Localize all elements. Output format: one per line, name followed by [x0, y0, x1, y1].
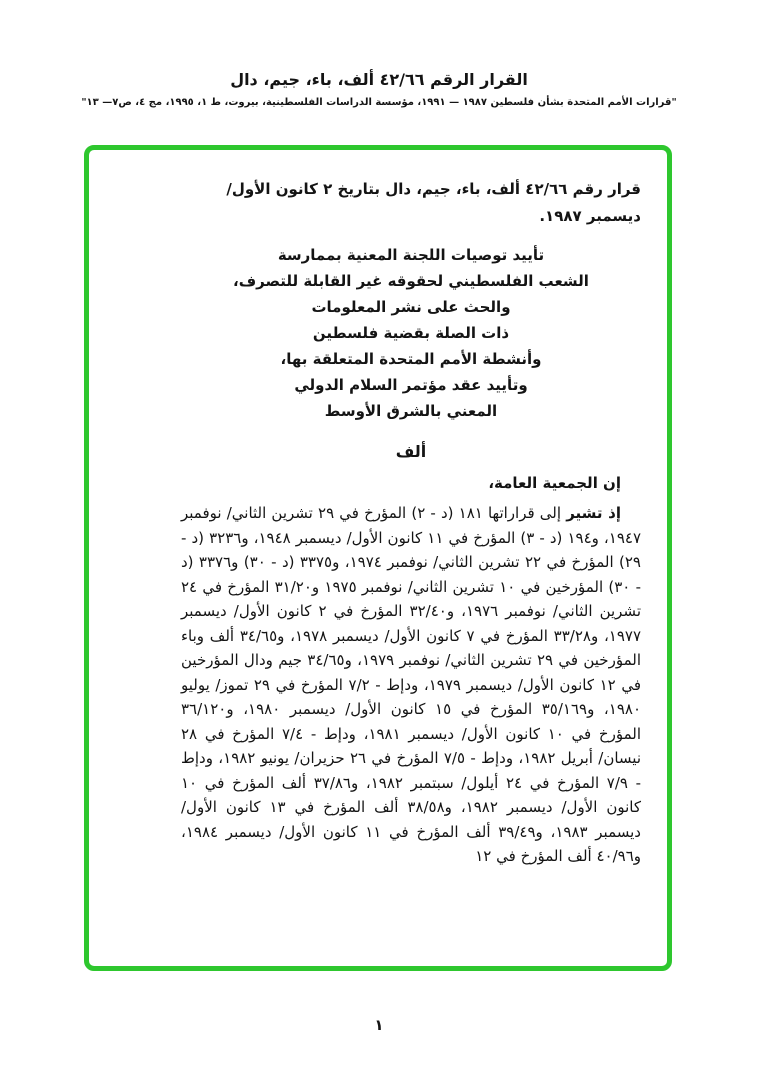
resolution-content [89, 150, 667, 869]
heading-line: وأنشطة الأمم المتحدة المتعلقة بها، [280, 350, 542, 368]
preamble-paragraph [181, 501, 641, 869]
heading-line: ذات الصلة بقضية فلسطين [312, 324, 510, 342]
heading-line: الشعب الفلسطيني لحقوقه غير القابلة للتصرف، [233, 272, 589, 290]
paragraph-rest: إلى قراراتها ١٨١ (د - ٢) المؤرخ في ٢٩ تشرين الثاني/ نوفمبر ١٩٤٧، و١٩٤ (د - ٣) المؤرخ في ١١ كانون الأول/ ديسمبر ١٩٤٨، و٣٢٣٦ (د - ٢٩) المؤرخ في ٢٢ تشرين الثاني/ نوفمبر ١٩٧٤، و٣٣٧٥ (د - ٣٠) و٣٣٧٦ (د - ٣٠) المؤرخين في ١٠ تشرين الثاني/ نوفمبر ١٩٧٥ و٣١/٢٠ المؤرخ في ٢٤ تشرين الثاني/ نوفمبر ١٩٧٦، و٣٢/٤٠ المؤرخ في ٢ كانون الأول/ ديسمبر ١٩٧٧، و٣٣/٢٨ المؤرخ في ٧ كانون الأول/ ديسمبر ١٩٧٨، و٣٤/٦٥ ألف وباء المؤرخين في ٢٩ تشرين الثاني/ نوفمبر ١٩٧٩، و٣٤/٦٥ جيم ودال المؤرخين في ١٢ كانون الأول/ ديسمبر ١٩٧٩، ودإط - ٧/٢ المؤرخ في ٢٩ تموز/ يوليو ١٩٨٠، و٣٥/١٦٩ المؤرخ في ١٥ كانون الأول/ ديسمبر ١٩٨٠، و٣٦/١٢٠ المؤرخ في ١٠ كانون الأول/ ديسمبر ١٩٨١، ودإط - ٧/٤ المؤرخ في ٢٨ نيسان/ أبريل ١٩٨٢، ودإط - ٧/٥ المؤرخ في ٢٦ حزيران/ يونيو ١٩٨٢، ودإط - ٧/٩ المؤرخ في ٢٤ أيلول/ سبتمبر ١٩٨٢، و٣٧/٨٦ ألف المؤرخ في ١٠ كانون الأول/ ديسمبر ١٩٨٢، و٣٨/٥٨ ألف المؤرخ في ١٣ كانون الأول/ ديسمبر ١٩٨٣، و٣٩/٤٩ ألف المؤرخ في ١١ كانون الأول/ ديسمبر ١٩٨٤، و٤٠/٩٦ ألف المؤرخ في ١٢ [181, 504, 642, 865]
section-label-alif: ألف [395, 442, 427, 461]
heading-line: تأييد توصيات اللجنة المعنية بممارسة [277, 246, 545, 264]
preamble-opening: إن الجمعية العامة، [488, 474, 621, 492]
paragraph-lead: إذ تشير [566, 504, 621, 522]
heading-line: والحث على نشر المعلومات [311, 298, 511, 316]
page-header [0, 0, 758, 108]
page-title: القرار الرقم ٤٢/٦٦ ألف، باء، جيم، دال [230, 70, 528, 89]
resolution-heading [181, 242, 641, 424]
resolution-intro: قرار رقم ٤٢/٦٦ ألف، باء، جيم، دال بتاريخ ٢ كانون الأول/ ديسمبر ١٩٨٧. [226, 180, 641, 225]
heading-line: وتأييد عقد مؤتمر السلام الدولي [294, 376, 528, 394]
heading-line: المعني بالشرق الأوسط [324, 402, 498, 420]
highlight-box [84, 145, 672, 971]
page-number: ١ [374, 1016, 384, 1034]
source-citation: "قرارات الأمم المتحدة بشأن فلسطين ١٩٨٧ — ١٩٩١، مؤسسة الدراسات الفلسطينية، بيروت، ط ١، ١٩٩٥، مج ٤، ص٧— ١٣" [81, 97, 677, 108]
